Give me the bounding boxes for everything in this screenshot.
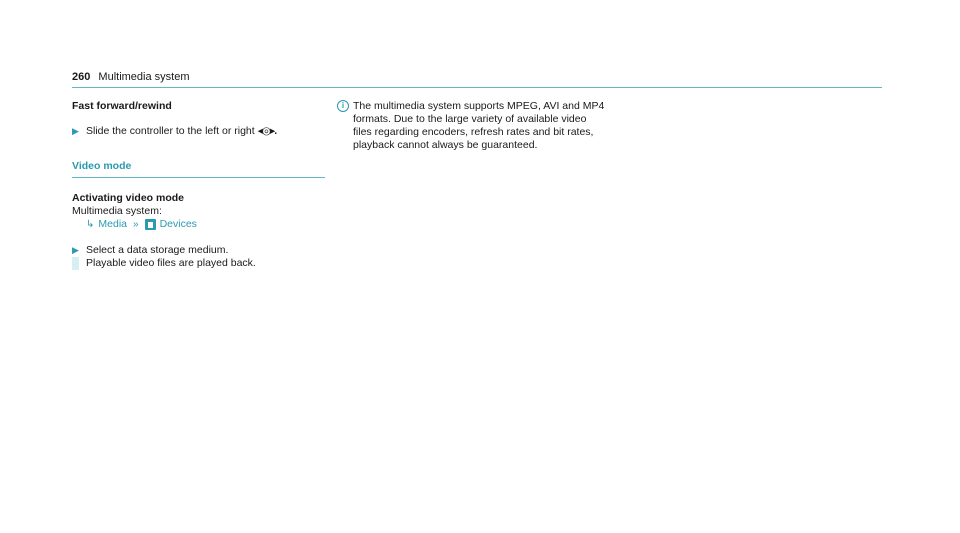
select-storage-step <box>72 244 325 257</box>
devices-icon <box>145 219 156 230</box>
page-header <box>72 71 190 83</box>
result-line <box>72 257 325 270</box>
middle-column <box>337 100 607 152</box>
system-label: Multimedia system: <box>72 205 162 217</box>
fast-forward-step <box>72 125 325 138</box>
step-arrow-icon: ▶ <box>72 126 79 136</box>
page-number: 260 <box>72 71 91 83</box>
controller-slide-icon: ◂◎▸. <box>257 125 277 137</box>
result-text: Playable video files are played back. <box>86 257 256 269</box>
step-arrow-icon: ▶ <box>72 245 79 255</box>
left-column <box>72 100 325 270</box>
navigation-path-icon: ↳ <box>86 219 95 230</box>
nav-media: Media <box>98 218 127 230</box>
info-note <box>337 100 607 152</box>
activate-video-title: Activating video mode <box>72 192 185 204</box>
select-storage-text: Select a data storage medium. <box>86 244 229 256</box>
section-name: Multimedia system <box>98 71 190 83</box>
info-icon: i <box>337 100 349 112</box>
navigation-path <box>72 218 325 231</box>
fast-forward-title: Fast forward/rewind <box>72 100 172 112</box>
result-indicator <box>72 257 79 270</box>
info-note-text: The multimedia system supports MPEG, AVI and MP4 formats. Due to the large variety of available video files regarding encoders, refresh rates and bit rates, playback cannot always be guaranteed. <box>353 100 605 151</box>
header-divider <box>72 87 882 88</box>
double-chevron-icon: » <box>133 219 139 230</box>
nav-devices: Devices <box>159 218 197 230</box>
video-mode-section-title: Video mode <box>72 160 325 178</box>
fast-forward-step-text: Slide the controller to the left or right <box>86 125 255 137</box>
